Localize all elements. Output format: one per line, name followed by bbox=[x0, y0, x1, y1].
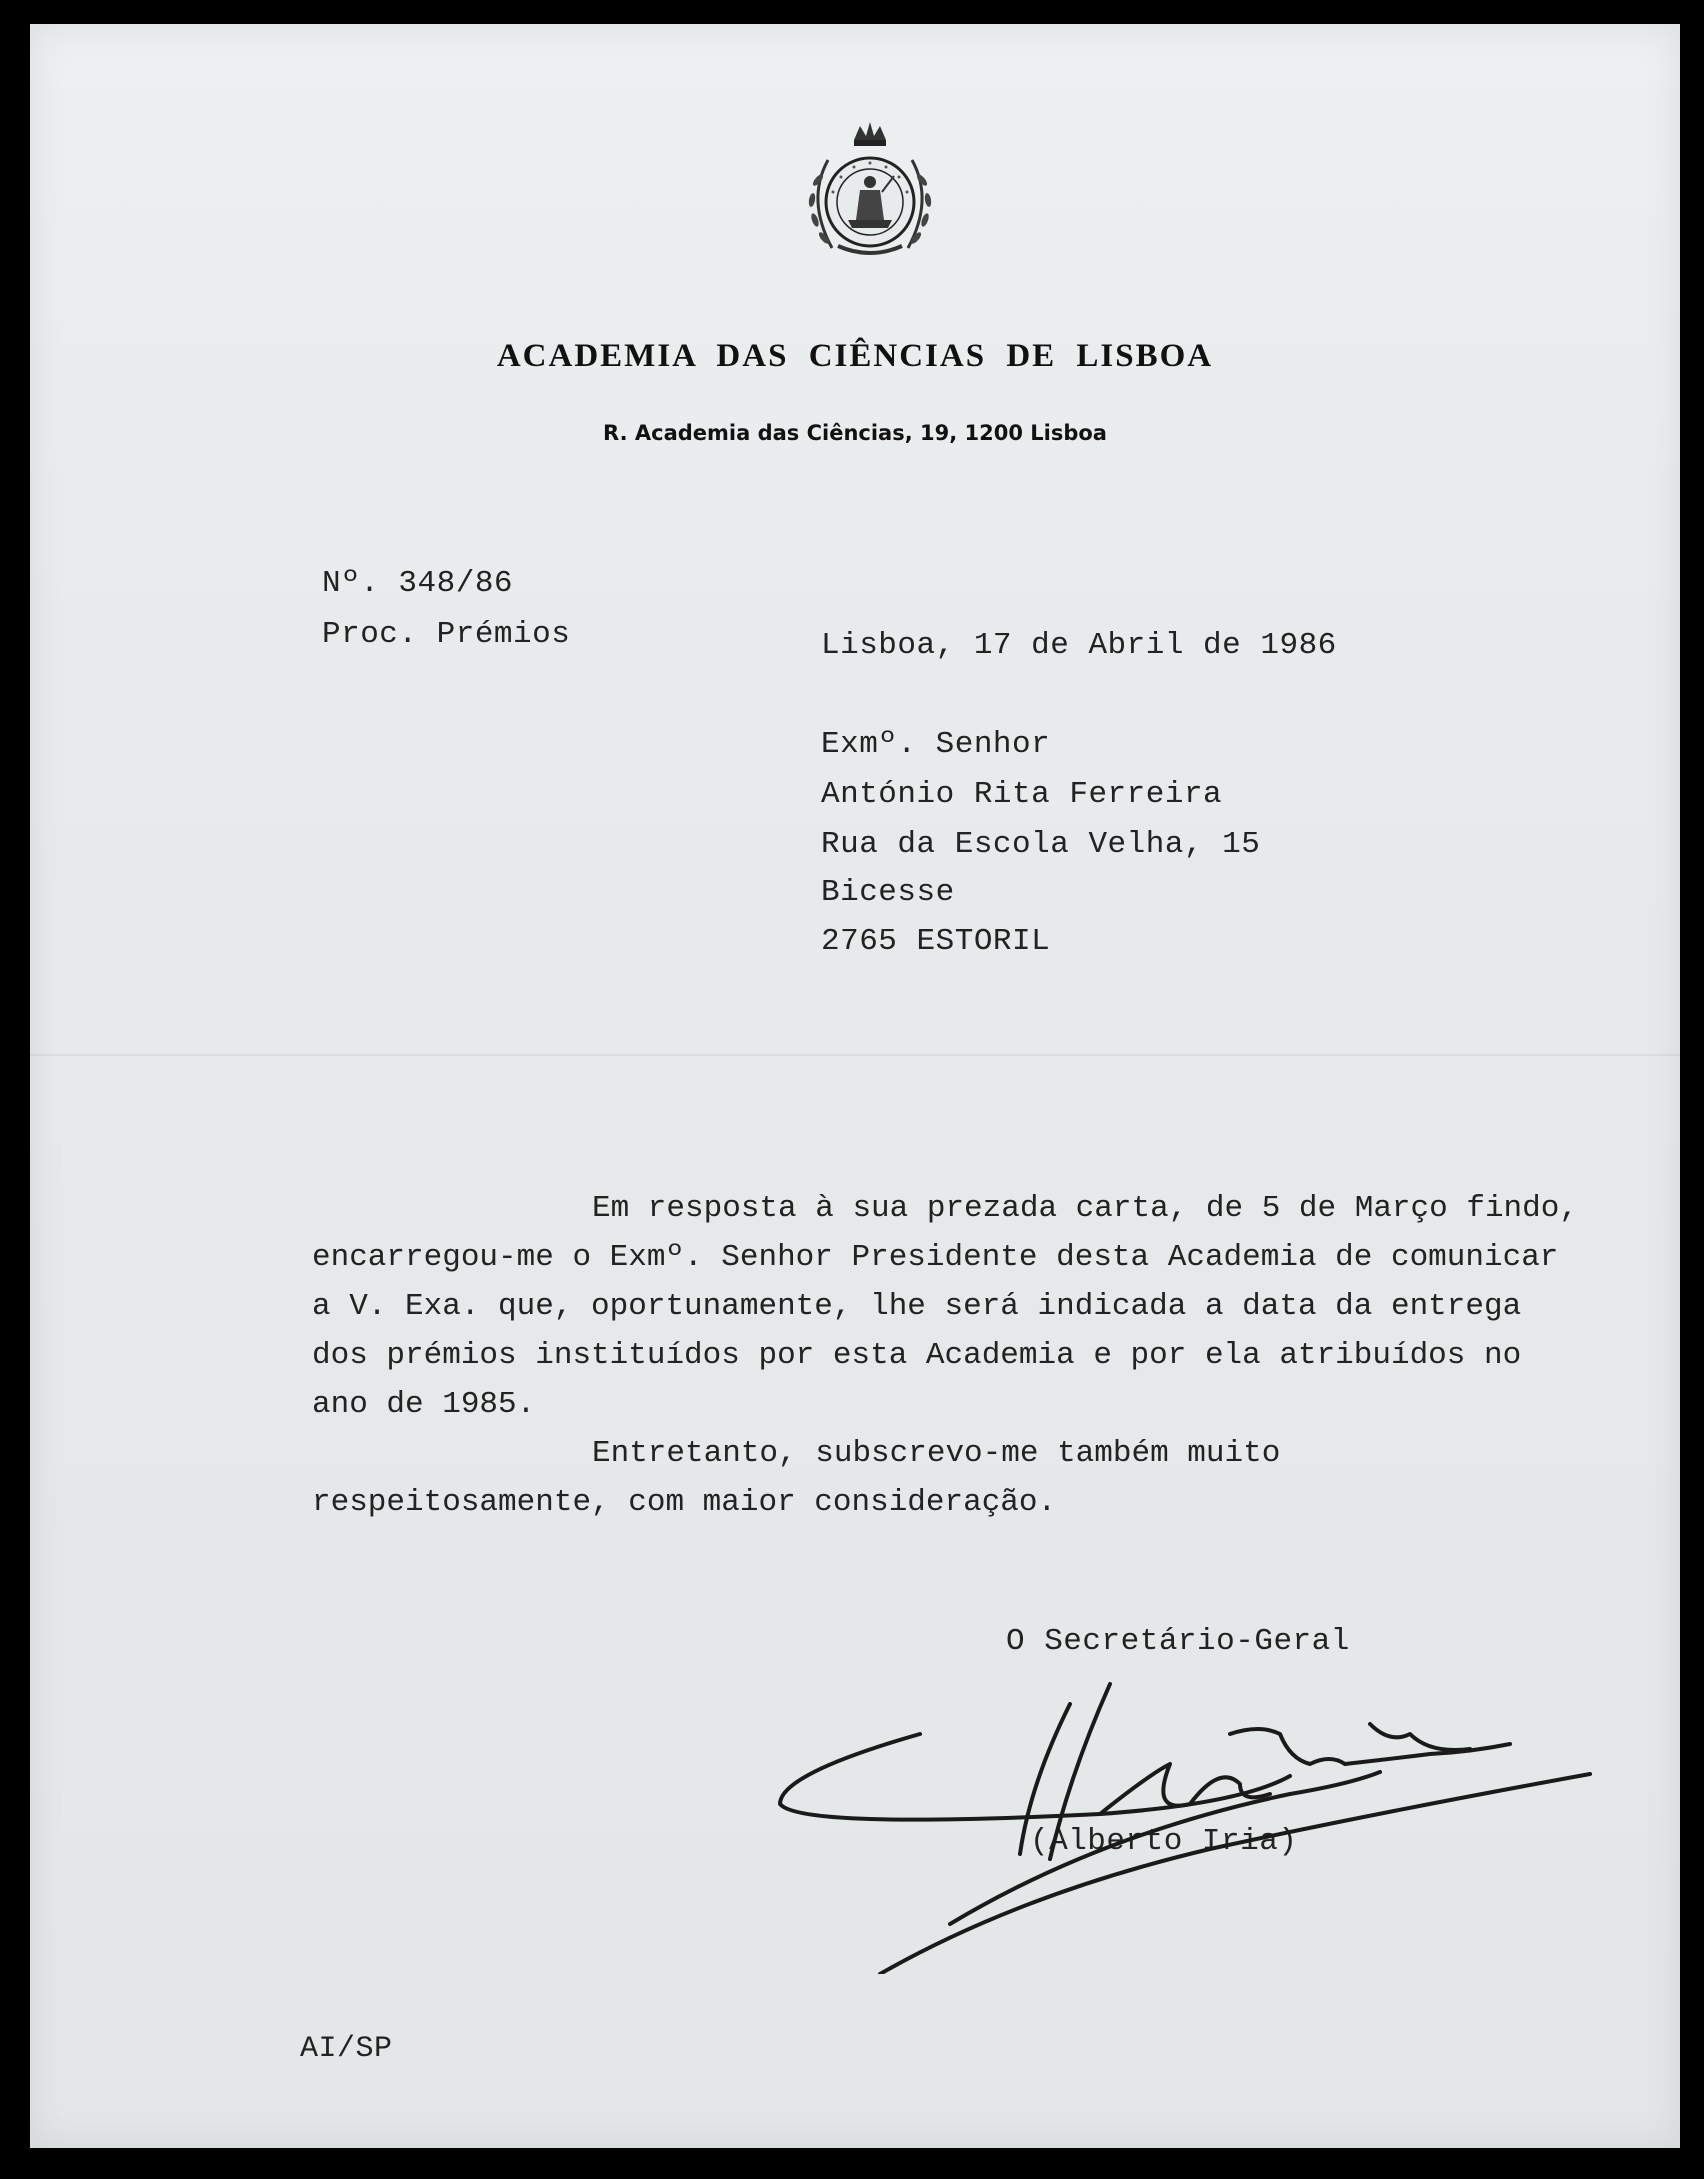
typist-initials: AI/SP bbox=[300, 2032, 393, 2066]
letter-body bbox=[312, 1184, 1592, 1527]
signatory-name: (Alberto Iria) bbox=[1030, 1824, 1298, 1859]
institution-address: R. Academia das Ciências, 19, 1200 Lisboa bbox=[603, 421, 1107, 445]
academy-seal-icon bbox=[798, 120, 942, 270]
institution-name: ACADEMIA DAS CIÊNCIAS DE LISBOA bbox=[496, 338, 1214, 374]
recipient-salutation: Exmº. Senhor bbox=[821, 727, 1051, 762]
handwritten-signature-icon bbox=[770, 1664, 1620, 1974]
closing-title: O Secretário-Geral bbox=[1006, 1624, 1350, 1659]
recipient-locality: Bicesse bbox=[821, 875, 955, 910]
letter-sheet bbox=[30, 24, 1680, 2148]
reference-subject: Proc. Prémios bbox=[322, 617, 571, 652]
body-paragraph-2: Entretanto, subscrevo-me também muito respeitosamente, com maior consideração. bbox=[312, 1436, 1281, 1520]
date-line: Lisboa, 17 de Abril de 1986 bbox=[821, 628, 1337, 663]
reference-number: Nº. 348/86 bbox=[322, 566, 514, 601]
body-paragraph-1: Em resposta à sua prezada carta, de 5 de Março findo, encarregou-me o Exmº. Senhor Presidente desta Academia de comunicar a V. Exa. que, oportunamente, lhe será indicada a data da entrega dos prémios instituídos por esta Academia e por ela atribuídos no ano de 1985. bbox=[312, 1191, 1578, 1422]
recipient-street: Rua da Escola Velha, 15 bbox=[821, 827, 1261, 862]
recipient-name: António Rita Ferreira bbox=[821, 777, 1223, 812]
recipient-postal: 2765 ESTORIL bbox=[821, 924, 1051, 959]
paper-fold bbox=[30, 1054, 1680, 1056]
